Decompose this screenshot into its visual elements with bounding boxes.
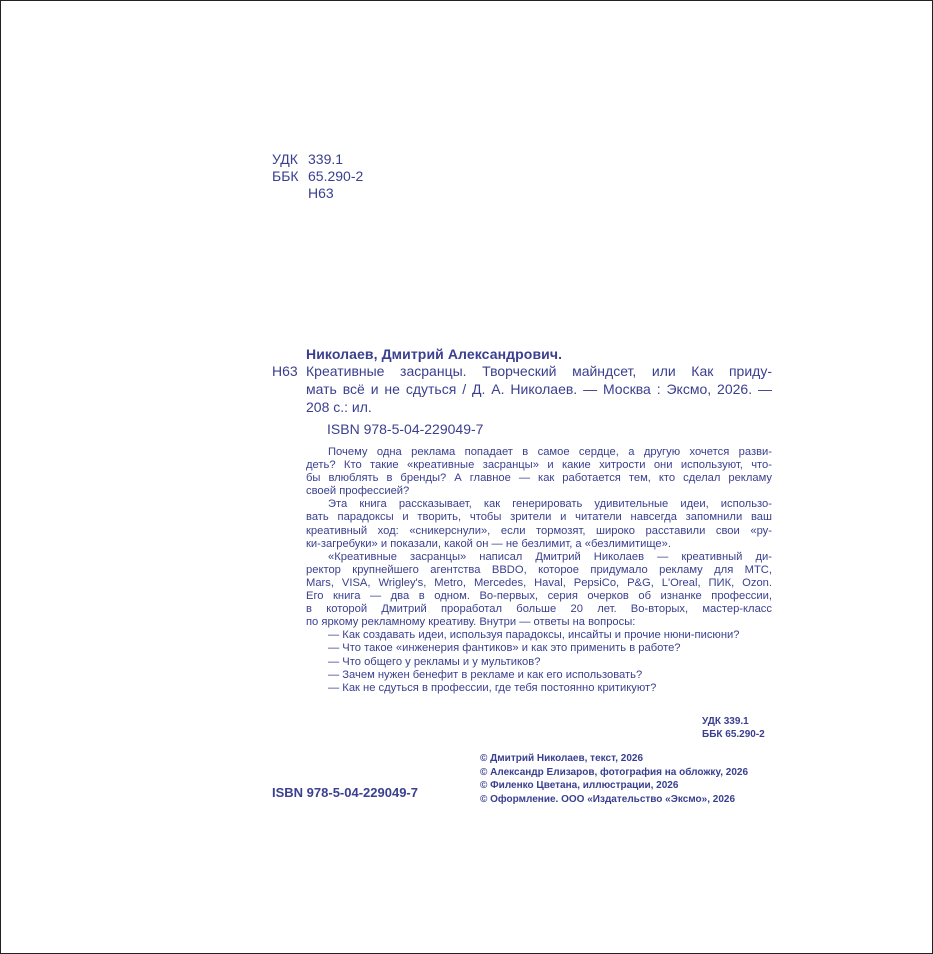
copyright-line: © Оформление. ООО «Издательство «Эксмо», 2026 xyxy=(480,793,736,805)
question-item: — Что общего у рекламы и у мультиков? xyxy=(328,655,541,668)
annotation-line: своей профессией? xyxy=(306,485,410,498)
isbn-entry: ISBN 978-5-04-229049-7 xyxy=(327,421,484,437)
author-sign: Н63 xyxy=(308,185,334,201)
copyright-block xyxy=(480,752,748,806)
annotation-line: Его книга — два в одном. Во-первых, серия очерков об изнанке профессии, xyxy=(306,590,772,603)
annotation-line: Почему одна реклама попадает в самое сердце, а другую хочется разви- xyxy=(328,446,772,458)
bottom-bbk: ББК 65.290-2 xyxy=(702,729,765,740)
udk-row xyxy=(272,151,363,168)
bbk-row xyxy=(272,168,363,185)
annotation-line: деть? Кто такие «креативные засранцы» и какие хитрости они используют, что- xyxy=(306,459,772,472)
biblio-line: мать всё и не сдуться / Д. А. Николаев. — Москва : Эксмо, 2026. — xyxy=(306,381,772,397)
annotation-line: креативный ход: «сникерснули», если тормозят, широко расставили свои «ру- xyxy=(306,524,772,537)
author-code: Н63 xyxy=(272,363,298,379)
annotation-line: Mars, VISA, Wrigley's, Metro, Mercedes, Haval, PepsiCo, P&G, L'Oreal, ПИК, Ozon. xyxy=(306,576,772,589)
udk-value: 339.1 xyxy=(308,151,344,167)
annotation-line: ректор крупнейшего агентства BBDO, которое придумало рекламу для МТС, xyxy=(306,563,772,576)
biblio-line: Креативные засранцы. Творческий майндсет, или Как приду- xyxy=(306,363,772,379)
annotation-line: по яркому рекламному креативу. Внутри — ответы на вопросы: xyxy=(306,616,636,629)
annotation-line: бы влюблять в бренды? А главное — как работается тем, кто сделал рекламу xyxy=(306,472,772,485)
copyright-line: © Дмитрий Николаев, текст, 2026 xyxy=(480,753,644,764)
bottom-classification xyxy=(702,715,765,741)
author-name: Николаев, Дмитрий Александрович. xyxy=(306,346,563,362)
bottom-udk: УДК 339.1 xyxy=(702,716,749,727)
question-item: — Зачем нужен бенефит в рекламе и как его использовать? xyxy=(328,668,643,681)
bbk-label: ББК xyxy=(272,168,299,184)
annotation-line: ки-загребуки» и показали, какой он — не безлимит, а «безлимитище». xyxy=(306,537,671,550)
annotation-line: в которой Дмитрий проработал больше 20 лет. Во-вторых, мастер-класс xyxy=(306,603,772,616)
bibliographic-description xyxy=(306,362,772,416)
question-item: — Как не сдуться в профессии, где тебя постоянно критикуют? xyxy=(328,681,657,694)
copyright-line: © Александр Елизаров, фотография на обложку, 2026 xyxy=(480,766,749,778)
udk-label: УДК xyxy=(272,151,298,167)
annotation-line: Эта книга рассказывает, как генерировать удивительные идеи, использо- xyxy=(328,498,772,511)
bbk-value: 65.290-2 xyxy=(308,168,364,184)
annotation xyxy=(306,446,772,695)
annotation-line: вать парадоксы и творить, чтобы зрители и читатели навсегда запомнили ваш xyxy=(306,511,772,524)
bottom-isbn: ISBN 978-5-04-229049-7 xyxy=(272,785,418,800)
question-item: — Что такое «инженерия фантиков» и как это применить в работе? xyxy=(328,642,681,655)
copyright-line: © Филенко Цветана, иллюстрации, 2026 xyxy=(480,780,679,791)
biblio-line: 208 с.: ил. xyxy=(306,399,372,415)
classification-block xyxy=(272,151,363,202)
question-item: — Как создавать идеи, используя парадоксы, инсайты и прочие нюни-писюни? xyxy=(328,629,740,642)
annotation-line: «Креативные засранцы» написал Дмитрий Николаев — креативный ди- xyxy=(328,550,772,563)
